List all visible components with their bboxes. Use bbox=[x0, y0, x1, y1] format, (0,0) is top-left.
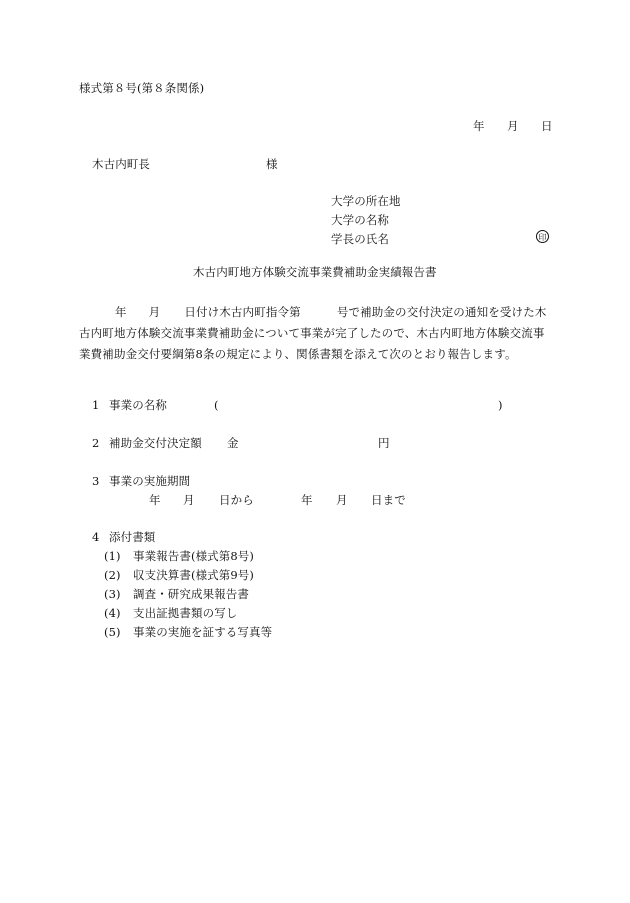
item2-unit: 円 bbox=[378, 436, 390, 450]
body-line-1 bbox=[79, 302, 557, 323]
president-name-label: 学長の氏名 bbox=[331, 232, 389, 246]
attachment-number: (5) bbox=[104, 625, 121, 639]
item1-close-paren: ) bbox=[498, 398, 503, 412]
item1-label: 事業の名称 bbox=[109, 398, 167, 412]
body-year: 年 bbox=[115, 305, 127, 319]
addressee-honorific: 様 bbox=[266, 157, 278, 171]
item4-number: 4 bbox=[92, 530, 100, 544]
seal-mark: 印 bbox=[536, 230, 549, 243]
item1-open-paren: ( bbox=[214, 398, 219, 412]
attachment-text: 支出証拠書類の写し bbox=[133, 606, 238, 620]
body-line-2: 古内町地方体験交流事業費補助金について事業が完了したので、木古内町地方体験交流事 bbox=[79, 326, 545, 340]
date-month-label: 月 bbox=[507, 119, 519, 133]
item2-prefix: 金 bbox=[227, 436, 239, 450]
attachment-number: (1) bbox=[104, 549, 121, 563]
body-line1-b: 号で補助金の交付決定の通知を受けた木 bbox=[336, 305, 547, 319]
item3-to-year: 年 bbox=[301, 493, 313, 507]
item1-number: 1 bbox=[92, 398, 100, 412]
item2-number: 2 bbox=[92, 436, 100, 450]
document-title: 木古内町地方体験交流事業費補助金実績報告書 bbox=[193, 265, 437, 279]
attachment-text: 事業報告書(様式第8号) bbox=[133, 549, 254, 563]
university-address-label: 大学の所在地 bbox=[331, 194, 401, 208]
attachment-number: (2) bbox=[104, 568, 121, 582]
attachment-text: 事業の実施を証する写真等 bbox=[133, 625, 273, 639]
attachment-text: 調査・研究成果報告書 bbox=[133, 587, 249, 601]
body-month: 月 bbox=[148, 305, 161, 319]
item3-label: 事業の実施期間 bbox=[109, 474, 191, 488]
body-line1-a: 日付け木古内町指令第 bbox=[184, 305, 301, 319]
university-name-label: 大学の名称 bbox=[331, 213, 389, 227]
item3-from-year: 年 bbox=[149, 493, 161, 507]
item2-label: 補助金交付決定額 bbox=[109, 436, 202, 450]
form-number: 様式第８号(第８条関係) bbox=[79, 81, 205, 95]
body-line-3: 業費補助金交付要綱第8条の規定により、関係書類を添えて次のとおり報告します。 bbox=[79, 347, 517, 361]
item3-to-month: 月 bbox=[336, 493, 348, 507]
attachment-number: (3) bbox=[104, 587, 121, 601]
item3-to-day: 日まで bbox=[371, 493, 406, 507]
item3-number: 3 bbox=[92, 474, 100, 488]
item4-label: 添付書類 bbox=[109, 530, 156, 544]
item3-from-day: 日から bbox=[219, 493, 254, 507]
addressee-name: 木古内町長 bbox=[92, 157, 150, 171]
attachment-number: (4) bbox=[104, 606, 121, 620]
body-paragraph bbox=[79, 302, 557, 365]
date-year-label: 年 bbox=[473, 119, 485, 133]
date-day-label: 日 bbox=[541, 119, 553, 133]
item3-from-month: 月 bbox=[183, 493, 195, 507]
attachment-text: 収支決算書(様式第9号) bbox=[133, 568, 254, 582]
